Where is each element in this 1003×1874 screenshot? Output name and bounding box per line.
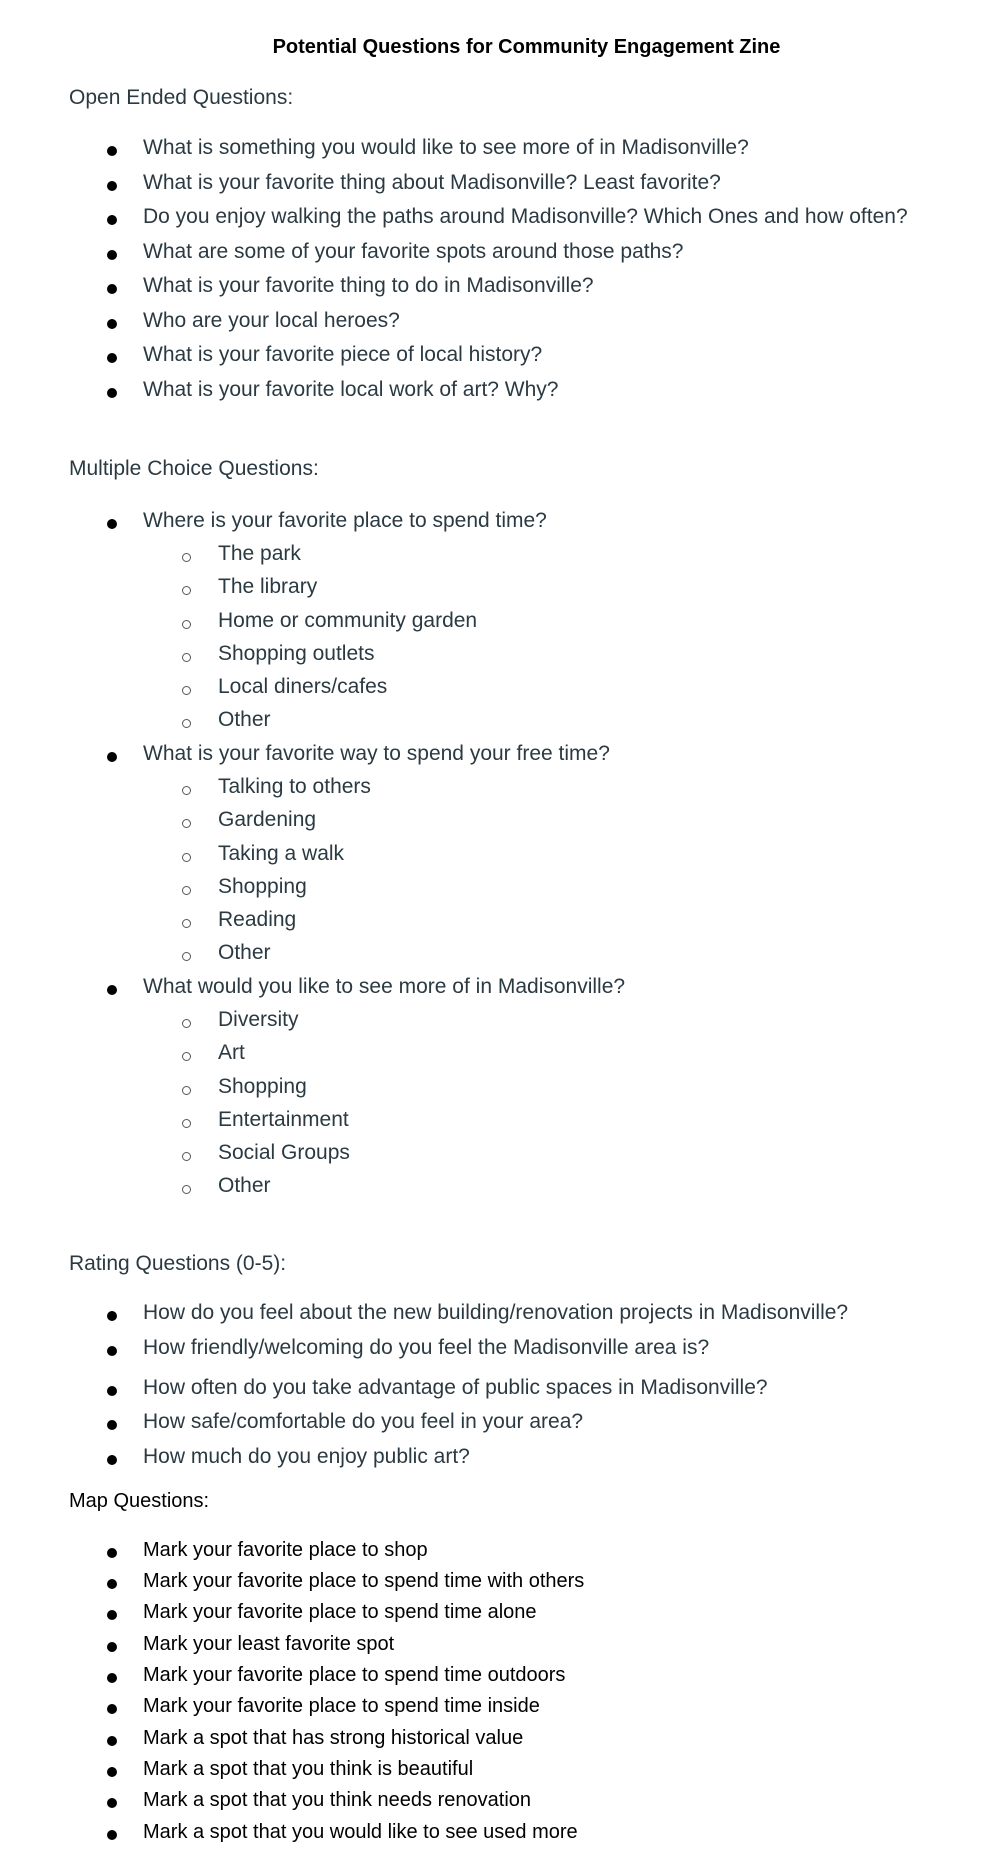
bullet-icon — [107, 985, 117, 995]
circle-icon — [182, 553, 191, 562]
option-item — [0, 909, 1003, 939]
bullet-icon — [107, 1798, 117, 1808]
bullet-icon — [107, 752, 117, 762]
list-item-text: What are some of your favorite spots around those paths? — [143, 240, 684, 263]
circle-icon — [182, 686, 191, 695]
option-item — [0, 543, 1003, 573]
bullet-icon — [107, 1548, 117, 1558]
list-item-text: How much do you enjoy public art? — [143, 1445, 470, 1468]
list-item-text: Mark a spot that you think is beautiful — [143, 1758, 474, 1780]
option-text: Shopping — [218, 875, 307, 898]
option-text: Other — [218, 1174, 271, 1197]
option-text: Other — [218, 941, 271, 964]
bullet-icon — [107, 1386, 117, 1396]
option-item — [0, 643, 1003, 673]
bullet-icon — [107, 1610, 117, 1620]
option-text: Gardening — [218, 808, 317, 831]
question-item — [0, 510, 1003, 540]
question-text: What would you like to see more of in Madisonville? — [143, 975, 626, 998]
list-item — [0, 1446, 1003, 1476]
list-item-text: Mark your favorite place to spend time with others — [143, 1570, 585, 1592]
circle-icon — [182, 1019, 191, 1028]
bullet-icon — [107, 1830, 117, 1840]
circle-icon — [182, 1185, 191, 1194]
option-text: Social Groups — [218, 1141, 350, 1164]
list-item-text: How safe/comfortable do you feel in your area? — [143, 1410, 584, 1433]
bullet-icon — [107, 284, 117, 294]
list-item — [0, 1728, 1003, 1758]
option-text: Taking a walk — [218, 842, 345, 865]
list-item — [0, 1337, 1003, 1367]
bullet-icon — [107, 181, 117, 191]
circle-icon — [182, 1086, 191, 1095]
bullet-icon — [107, 388, 117, 398]
circle-icon — [182, 786, 191, 795]
option-item — [0, 676, 1003, 706]
list-item-text: Mark your favorite place to spend time alone — [143, 1601, 537, 1623]
option-text: Art — [218, 1041, 245, 1064]
list-item — [0, 241, 1003, 271]
list-item — [0, 1634, 1003, 1664]
list-item — [0, 1665, 1003, 1695]
list-item-text: Mark your favorite place to shop — [143, 1539, 428, 1561]
rating-heading: Rating Questions (0-5): — [69, 1252, 287, 1275]
bullet-icon — [107, 146, 117, 156]
list-item — [0, 310, 1003, 340]
bullet-icon — [107, 353, 117, 363]
question-item — [0, 743, 1003, 773]
option-text: Shopping — [218, 1075, 307, 1098]
option-item — [0, 1175, 1003, 1205]
bullet-icon — [107, 519, 117, 529]
option-item — [0, 776, 1003, 806]
bullet-icon — [107, 319, 117, 329]
list-item-text: Mark your favorite place to spend time outdoors — [143, 1664, 566, 1686]
list-item-text: Who are your local heroes? — [143, 309, 400, 332]
map-heading: Map Questions: — [69, 1490, 210, 1512]
bullet-icon — [107, 1420, 117, 1430]
list-item — [0, 379, 1003, 409]
list-item — [0, 1759, 1003, 1789]
option-item — [0, 1042, 1003, 1072]
circle-icon — [182, 1119, 191, 1128]
list-item — [0, 172, 1003, 202]
list-item-text: Mark your least favorite spot — [143, 1633, 395, 1655]
circle-icon — [182, 719, 191, 728]
list-item-text: How do you feel about the new building/renovation projects in Madisonville? — [143, 1301, 849, 1324]
option-item — [0, 843, 1003, 873]
bullet-icon — [107, 1455, 117, 1465]
multiple-choice-heading: Multiple Choice Questions: — [69, 457, 319, 480]
option-item — [0, 942, 1003, 972]
list-item — [0, 1571, 1003, 1601]
list-item — [0, 275, 1003, 305]
option-item — [0, 610, 1003, 640]
circle-icon — [182, 919, 191, 928]
bullet-icon — [107, 1673, 117, 1683]
bullet-icon — [107, 1311, 117, 1321]
option-item — [0, 1009, 1003, 1039]
option-item — [0, 1142, 1003, 1172]
bullet-icon — [107, 1579, 117, 1589]
question-item — [0, 976, 1003, 1006]
bullet-icon — [107, 1346, 117, 1356]
option-text: Local diners/cafes — [218, 675, 388, 698]
option-text: Reading — [218, 908, 297, 931]
circle-icon — [182, 620, 191, 629]
list-item-text: How friendly/welcoming do you feel the Madisonville area is? — [143, 1336, 710, 1359]
option-item — [0, 576, 1003, 606]
option-item — [0, 809, 1003, 839]
list-item — [0, 344, 1003, 374]
list-item-text: What is your favorite local work of art? Why? — [143, 378, 559, 401]
list-item-text: How often do you take advantage of public spaces in Madisonville? — [143, 1376, 768, 1399]
option-text: Entertainment — [218, 1108, 349, 1131]
option-text: The library — [218, 575, 318, 598]
circle-icon — [182, 952, 191, 961]
option-text: Home or community garden — [218, 609, 478, 632]
option-text: The park — [218, 542, 301, 565]
list-item-text: Mark a spot that you would like to see used more — [143, 1821, 578, 1843]
option-item — [0, 876, 1003, 906]
list-item — [0, 1411, 1003, 1441]
option-item — [0, 1076, 1003, 1106]
option-text: Shopping outlets — [218, 642, 375, 665]
question-text: What is your favorite way to spend your free time? — [143, 742, 610, 765]
circle-icon — [182, 1052, 191, 1061]
bullet-icon — [107, 1704, 117, 1714]
option-text: Diversity — [218, 1008, 299, 1031]
circle-icon — [182, 1152, 191, 1161]
open-ended-heading: Open Ended Questions: — [69, 86, 294, 109]
list-item — [0, 1602, 1003, 1632]
bullet-icon — [107, 1642, 117, 1652]
list-item — [0, 137, 1003, 167]
list-item — [0, 1302, 1003, 1332]
bullet-icon — [107, 1767, 117, 1777]
circle-icon — [182, 653, 191, 662]
list-item-text: What is your favorite thing about Madisonville? Least favorite? — [143, 171, 721, 194]
circle-icon — [182, 819, 191, 828]
option-text: Talking to others — [218, 775, 371, 798]
list-item-text: Mark a spot that has strong historical value — [143, 1727, 524, 1749]
question-text: Where is your favorite place to spend time? — [143, 509, 547, 532]
list-item — [0, 1696, 1003, 1726]
list-item — [0, 1790, 1003, 1820]
list-item — [0, 206, 1003, 236]
bullet-icon — [107, 1736, 117, 1746]
list-item — [0, 1377, 1003, 1407]
bullet-icon — [107, 250, 117, 260]
option-item — [0, 709, 1003, 739]
circle-icon — [182, 886, 191, 895]
list-item-text: Mark a spot that you think needs renovation — [143, 1789, 532, 1811]
circle-icon — [182, 853, 191, 862]
page-title: Potential Questions for Community Engagement Zine — [272, 36, 781, 58]
list-item-text: What is your favorite piece of local history? — [143, 343, 543, 366]
list-item-text: Mark your favorite place to spend time inside — [143, 1695, 540, 1717]
bullet-icon — [107, 215, 117, 225]
list-item-text: What is something you would like to see more of in Madisonville? — [143, 136, 749, 159]
list-item — [0, 1540, 1003, 1570]
option-text: Other — [218, 708, 271, 731]
list-item-text: Do you enjoy walking the paths around Madisonville? Which Ones and how often? — [143, 205, 908, 228]
list-item-text: What is your favorite thing to do in Madisonville? — [143, 274, 594, 297]
circle-icon — [182, 586, 191, 595]
list-item — [0, 1822, 1003, 1852]
option-item — [0, 1109, 1003, 1139]
